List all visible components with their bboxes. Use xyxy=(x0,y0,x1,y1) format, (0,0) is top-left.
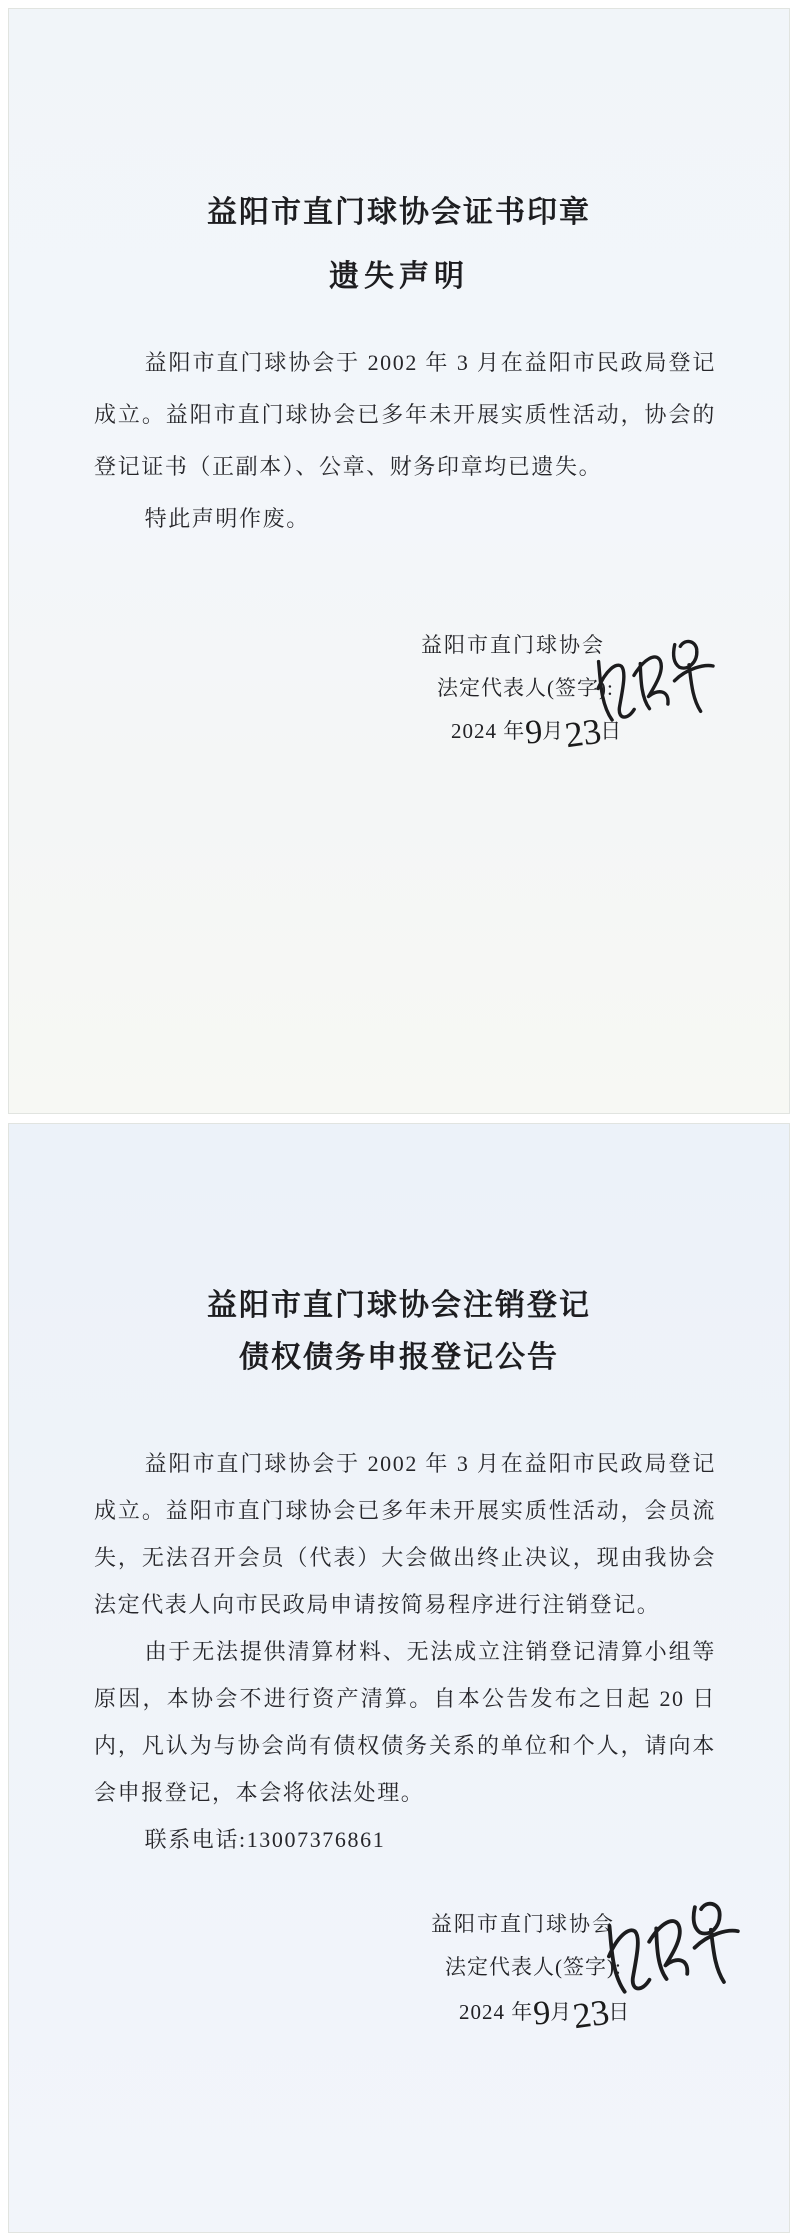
doc1-body xyxy=(94,337,716,545)
handwritten-signature xyxy=(588,1870,762,2026)
date-year: 2024 年 xyxy=(451,719,526,743)
doc2-title-line1: 益阳市直门球协会注销登记 xyxy=(207,1289,591,1322)
doc1-signature-org: 益阳市直门球协会 xyxy=(421,633,605,657)
doc1-title-line1: 益阳市直门球协会证书印章 xyxy=(207,196,591,229)
handwritten-month: 9 xyxy=(532,1994,552,2033)
date-day-label: 日 xyxy=(600,719,623,743)
date-year: 2024 年 xyxy=(459,2000,534,2024)
doc2-paragraph-2: 由于无法提供清算材料、无法成立注销登记清算小组等原因，本协会不进行资产清算。自本公告发布之日起 20 日内，凡认为与协会尚有债权债务关系的单位和个人，请向本会申报登记，本会将依法处理。 xyxy=(94,1639,716,1805)
doc2-signature-rep-label: 法定代表人(签字): xyxy=(445,1955,622,1979)
document-page-2 xyxy=(8,1123,790,2233)
document-page-1 xyxy=(8,8,790,1114)
doc2-paragraph-1: 益阳市直门球协会于 2002 年 3 月在益阳市民政局登记成立。益阳市直门球协会已多年未开展实质性活动，会员流失，无法召开会员（代表）大会做出终止决议，现由我协会法定代表人向市民政局申请按简易程序进行注销登记。 xyxy=(94,1451,716,1617)
handwritten-day: 23 xyxy=(562,710,604,756)
handwritten-month: 9 xyxy=(524,713,544,752)
doc1-signature-date xyxy=(451,710,623,756)
date-month-label: 月 xyxy=(542,719,565,743)
date-day-label: 日 xyxy=(608,2000,631,2024)
doc1-signature-rep-label: 法定代表人(签字): xyxy=(437,676,614,700)
date-month-label: 月 xyxy=(550,2000,573,2024)
doc2-signature-date xyxy=(459,1991,631,2037)
doc2-title-line2: 债权债务申报登记公告 xyxy=(239,1341,559,1374)
doc2-contact-phone: 联系电话:13007376861 xyxy=(144,1827,386,1852)
doc2-body xyxy=(94,1440,716,1863)
doc1-title-line2: 遗失声明 xyxy=(329,260,469,293)
handwritten-day: 23 xyxy=(570,1991,612,2037)
doc1-paragraph-2: 特此声明作废。 xyxy=(144,506,310,531)
doc1-paragraph-1: 益阳市直门球协会于 2002 年 3 月在益阳市民政局登记成立。益阳市直门球协会已多年未开展实质性活动，协会的登记证书（正副本）、公章、财务印章均已遗失。 xyxy=(94,350,716,479)
doc2-signature-org: 益阳市直门球协会 xyxy=(431,1912,615,1936)
